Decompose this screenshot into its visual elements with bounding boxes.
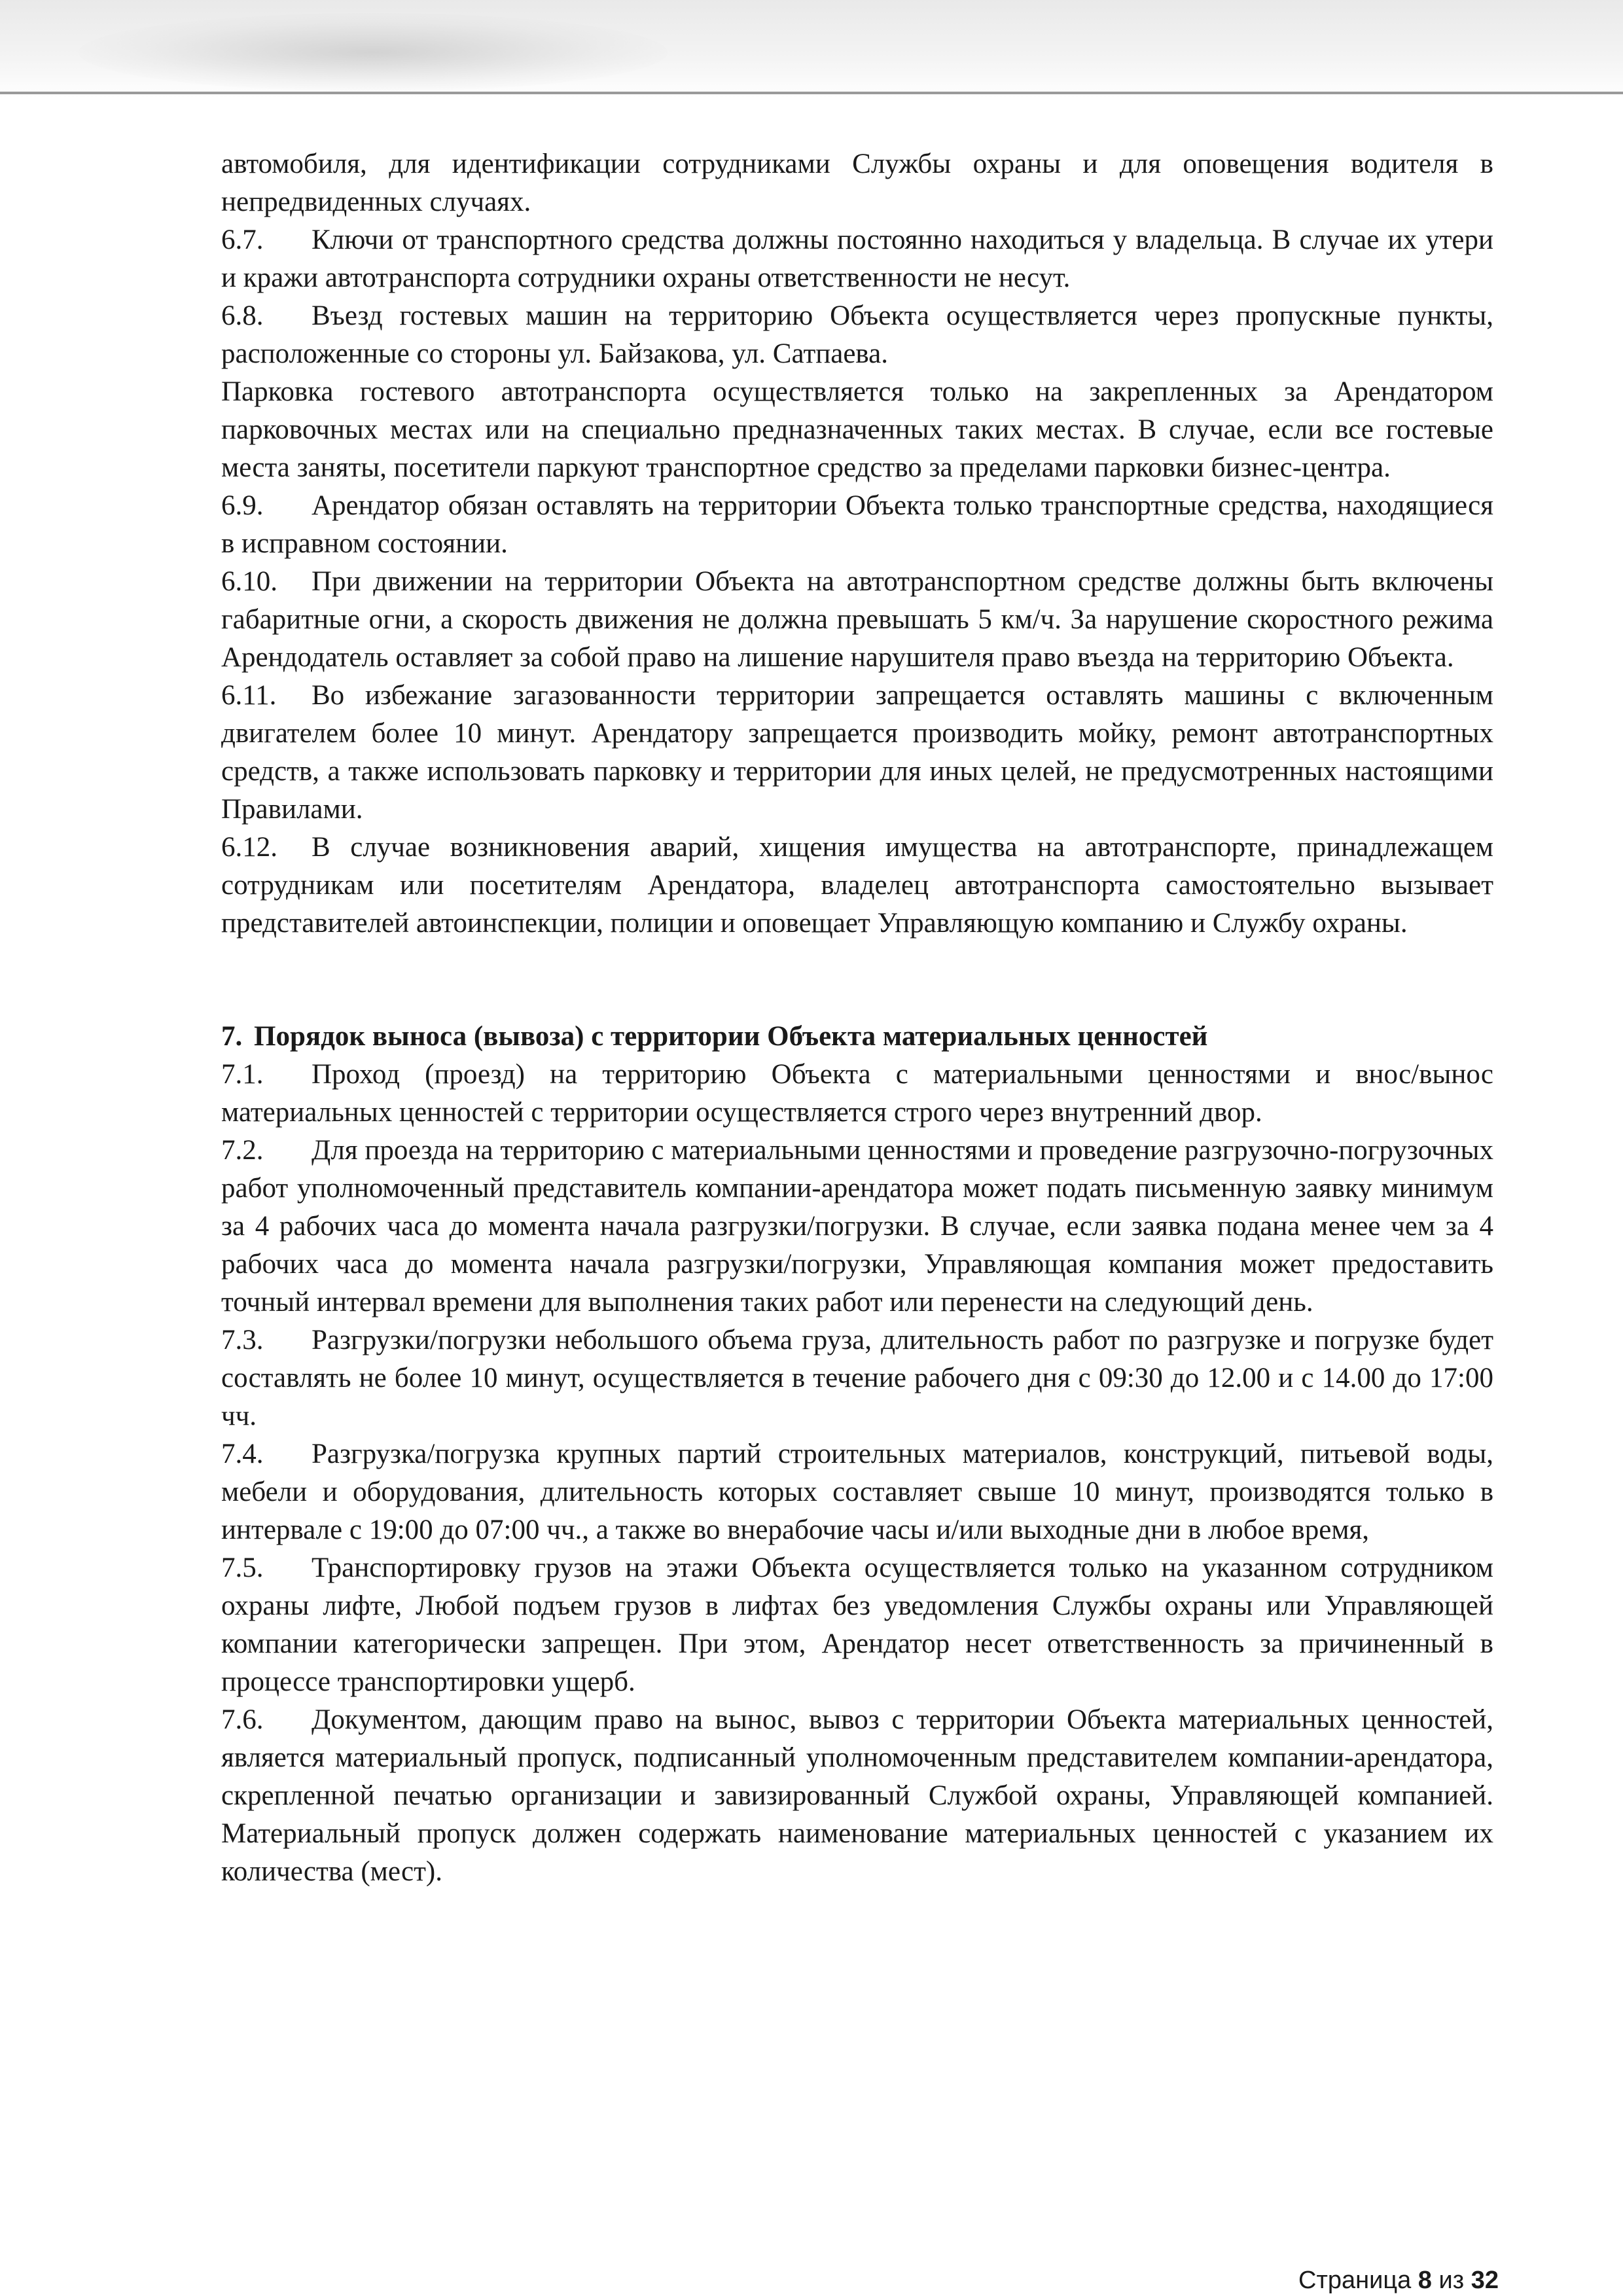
section-title: Порядок выноса (вывоза) с территории Объекта материальных ценностей [254, 1021, 1208, 1052]
clause-number: 7.2. [221, 1135, 264, 1166]
clause-6-10 [221, 563, 1493, 677]
clause-text: Транспортировку грузов на этажи Объекта осуществляется только на указанном сотрудником охраны лифте, Любой подъем грузов в лифтах без уведомления Службы охраны или Управляющей компании категорически запрещен. При этом, Арендатор несет ответственность за причиненный в процессе транспортировки ущерб. [221, 1552, 1493, 1697]
clause-6-9 [221, 487, 1493, 563]
clause-text: В случае возникновения аварий, хищения имущества на автотранспорте, принадлежащем сотрудникам или посетителям Арендатора, владелец автотранспорта самостоятельно вызывает представителей автоинспекции, полиции и оповещает Управляющую компанию и Службу охраны. [221, 832, 1493, 939]
clause-text: При движении на территории Объекта на автотранспортном средстве должны быть включены габаритные огни, а скорость движения не должна превышать 5 км/ч. За нарушение скоростного режима Арендодатель оставляет за собой право на лишение нарушителя право въезда на территорию Объекта. [221, 566, 1493, 673]
clause-text: Ключи от транспортного средства должны постоянно находиться у владельца. В случае их утери и кражи автотранспорта сотрудники охраны ответственности не несут. [221, 224, 1493, 293]
clause-number: 7.3. [221, 1325, 264, 1355]
page-current: 8 [1418, 2267, 1432, 2294]
clause-text: Арендатор обязан оставлять на территории Объекта только транспортные средства, находящиеся в исправном состоянии. [221, 490, 1493, 559]
clause-number: 6.10. [221, 566, 277, 597]
page-label: Страница [1298, 2267, 1412, 2294]
scan-smudge [79, 13, 668, 92]
clause-text: Проход (проезд) на территорию Объекта с материальными ценностями и внос/вынос материальных ценностей с территории осуществляется строго через внутренний двор. [221, 1059, 1493, 1128]
clause-7-4 [221, 1435, 1493, 1549]
clause-number: 6.9. [221, 490, 264, 521]
section-spacer [221, 942, 1493, 1018]
page-footer [1298, 2266, 1499, 2295]
clause-7-6 [221, 1701, 1493, 1891]
clause-text: Для проезда на территорию с материальными ценностями и проведение разгрузочно-погрузочных работ уполномоченный представитель компании-арендатора может подать письменную заявку минимум за 4 рабочих часа до момента начала разгрузки/погрузки. В случае, если заявка подана менее чем за 4 рабочих часа до момента начала разгрузки/погрузки, Управляющая компания может предоставить точный интервал времени для выполнения таких работ или перенести на следующий день. [221, 1135, 1493, 1318]
clause-number: 7.1. [221, 1059, 264, 1090]
clause-text: Въезд гостевых машин на территорию Объекта осуществляется через пропускные пункты, расположенные со стороны ул. Байзакова, ул. Сатпаева. [221, 300, 1493, 369]
parking-note: Парковка гостевого автотранспорта осуществляется только на закрепленных за Арендатором парковочных местах или на специально предназначенных таких местах. В случае, если все гостевые места заняты, посетители паркуют транспортное средство за пределами парковки бизнес-центра. [221, 376, 1493, 483]
clause-6-8 [221, 297, 1493, 373]
clause-6-12 [221, 829, 1493, 942]
clause-text: Разгрузки/погрузки небольшого объема груза, длительность работ по разгрузке и погрузке будет составлять не более 10 минут, осуществляется в течение рабочего дня с 09:30 до 12.00 и с 14.00 до 17:00 чч. [221, 1325, 1493, 1431]
intro-paragraph: автомобиля, для идентификации сотрудниками Службы охраны и для оповещения водителя в непредвиденных случаях. [221, 149, 1493, 217]
clause-number: 7.6. [221, 1704, 264, 1735]
clause-number: 6.8. [221, 300, 264, 331]
clause-7-2 [221, 1132, 1493, 1321]
clause-number: 7.4. [221, 1439, 264, 1469]
clause-7-5 [221, 1549, 1493, 1701]
clause-7-3 [221, 1321, 1493, 1435]
clause-text: Документом, дающим право на вынос, вывоз с территории Объекта материальных ценностей, является материальный пропуск, подписанный уполномоченным представителем компании-арендатора, скрепленной печатью организации и завизированный Службой охраны, Управляющей компанией. Материальный пропуск должен содержать наименование материальных ценностей с указанием их количества (мест). [221, 1704, 1493, 1887]
clause-6-11 [221, 677, 1493, 829]
clause-number: 6.12. [221, 832, 277, 863]
clause-text: Разгрузка/погрузка крупных партий строительных материалов, конструкций, питьевой воды, мебели и оборудования, длительность которых составляет свыше 10 минут, производятся только в интервале с 19:00 до 07:00 чч., а также во внерабочие часы и/или выходные дни в любое время, [221, 1439, 1493, 1545]
clause-number: 6.7. [221, 224, 264, 255]
clause-number: 7.5. [221, 1552, 264, 1583]
page-total: 32 [1471, 2267, 1499, 2294]
page-separator: из [1438, 2267, 1465, 2294]
section-number: 7. [221, 1021, 243, 1052]
scan-edge-line [0, 92, 1623, 94]
clause-number: 6.11. [221, 680, 277, 711]
section-7-heading [221, 1018, 1493, 1056]
clause-6-7 [221, 221, 1493, 297]
clause-text: Во избежание загазованности территории запрещается оставлять машины с включенным двигателем более 10 минут. Арендатору запрещается производить мойку, ремонт автотранспортных средств, а также использовать парковку и территории для иных целей, не предусмотренных настоящими Правилами. [221, 680, 1493, 825]
clause-7-1 [221, 1056, 1493, 1132]
document-body [221, 145, 1493, 1891]
